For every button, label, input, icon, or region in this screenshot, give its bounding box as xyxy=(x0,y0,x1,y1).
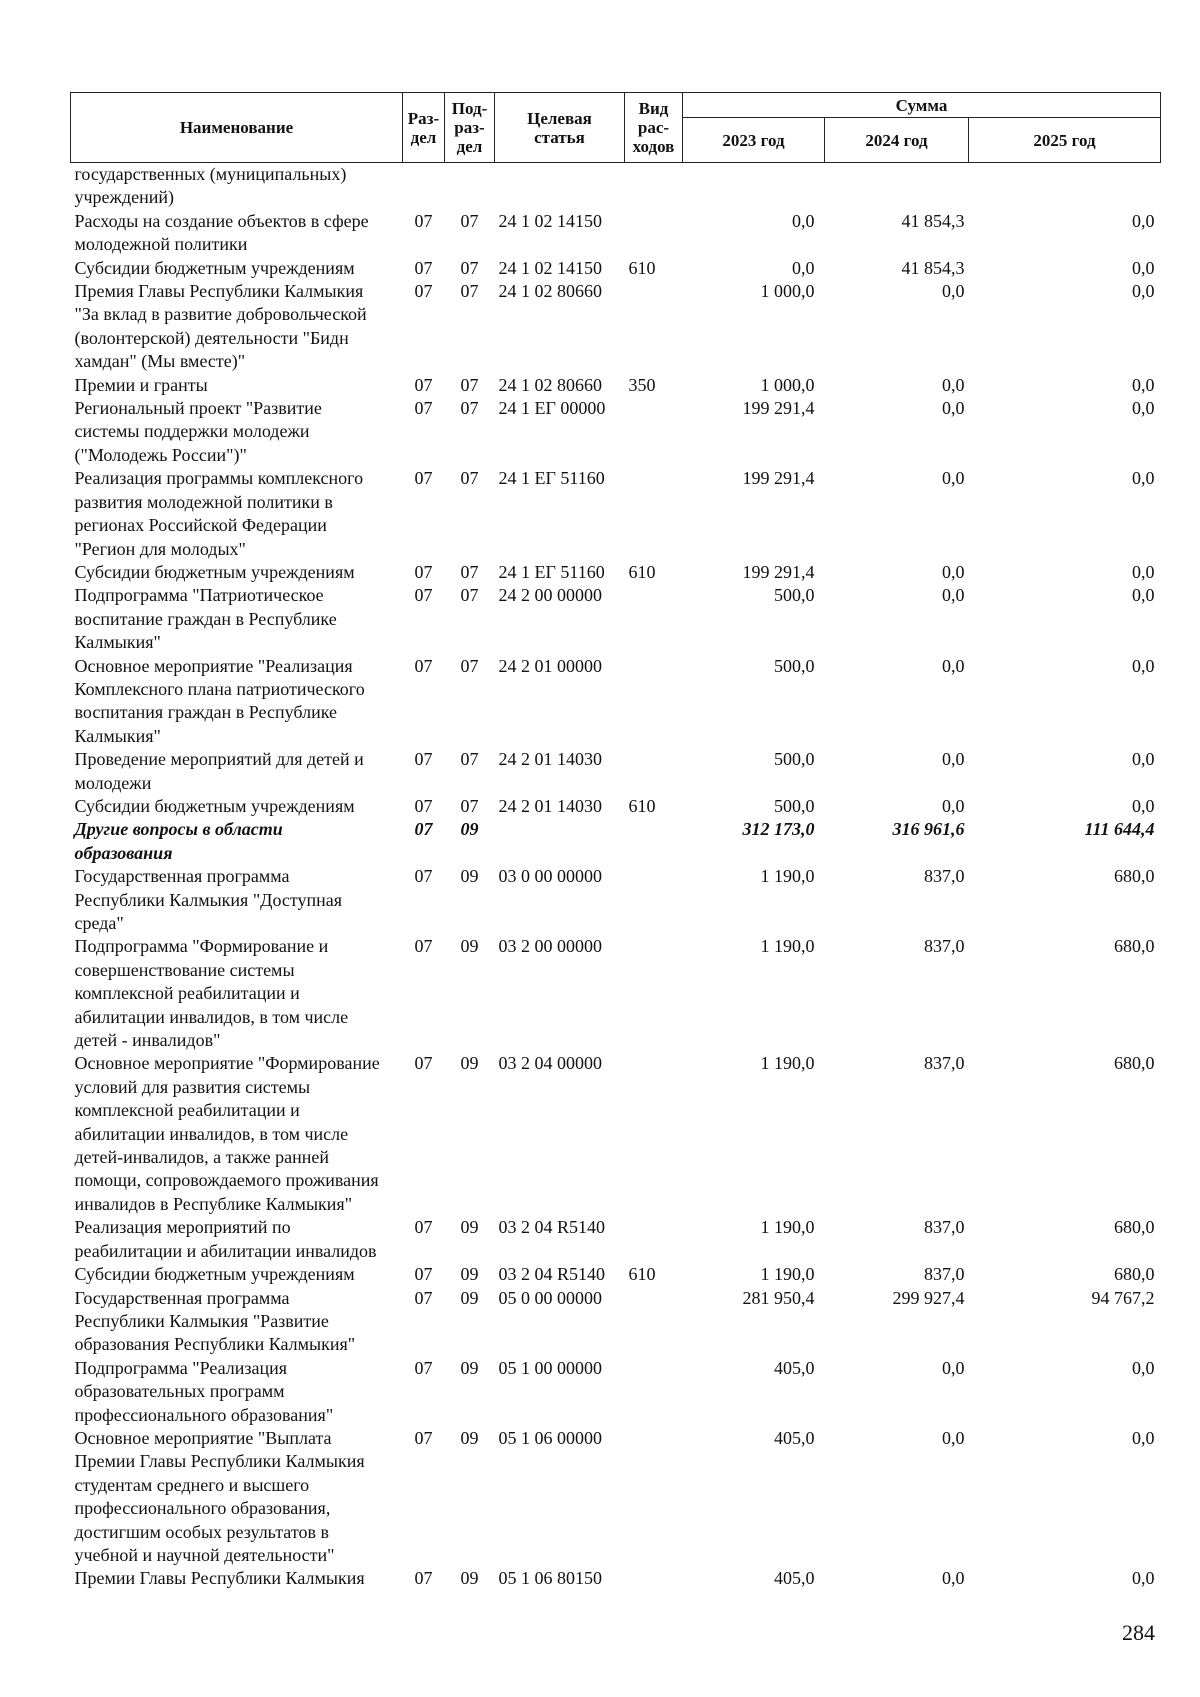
row-sum-2024: 837,0 xyxy=(924,936,965,957)
row-sum-2024: 837,0 xyxy=(924,866,965,887)
row-sum-2023: 1 190,0 xyxy=(760,866,815,887)
row-target-article: 05 0 00 00000 xyxy=(498,1287,602,1308)
row-sum-2025: 0,0 xyxy=(1132,257,1155,278)
row-sum-2025: 0,0 xyxy=(1132,374,1155,395)
row-expense-type xyxy=(625,397,683,467)
row-name: Субсидии бюджетным учреждениям xyxy=(74,561,355,582)
row-sum-2023: 1 000,0 xyxy=(760,281,815,302)
table-row xyxy=(71,655,1161,749)
row-sum-2025: 0,0 xyxy=(1132,398,1155,419)
row-name: государственных (муниципальных) учреждений) xyxy=(74,164,347,208)
row-name: Реализация программы комплексного развития молодежной политики в регионах Российской Федерации "Регион для молодых" xyxy=(74,468,364,559)
table-row xyxy=(71,257,1161,280)
row-expense-type xyxy=(625,163,683,210)
row-podrazdel: 07 xyxy=(460,210,479,231)
row-name: Государственная программа Республики Калмыкия "Развитие образования Республики Калмыкия" xyxy=(74,1287,356,1355)
row-podrazdel: 09 xyxy=(460,1217,479,1238)
row-razdel: 07 xyxy=(414,1217,433,1238)
row-sum-2023: 500,0 xyxy=(774,795,815,816)
table-row xyxy=(71,374,1161,397)
row-razdel: 07 xyxy=(414,1357,433,1378)
table-row xyxy=(71,865,1161,935)
table-row xyxy=(71,561,1161,584)
row-sum-2025: 0,0 xyxy=(1132,749,1155,770)
budget-table xyxy=(70,92,1161,1591)
row-sum-2024: 0,0 xyxy=(942,795,965,816)
row-razdel: 07 xyxy=(414,210,433,231)
header-razdel: Раз- дел xyxy=(403,93,445,163)
row-name: Субсидии бюджетным учреждениям xyxy=(74,795,355,816)
row-expense-type: 610 xyxy=(628,795,656,816)
row-target-article: 03 2 04 R5140 xyxy=(498,1264,606,1285)
row-razdel: 07 xyxy=(414,468,433,489)
table-row xyxy=(71,935,1161,1052)
row-razdel: 07 xyxy=(414,655,433,676)
row-sum-2025: 94 767,2 xyxy=(1091,1287,1155,1308)
row-sum-2024 xyxy=(825,163,969,210)
row-name: Расходы на создание объектов в сфере молодежной политики xyxy=(74,210,369,255)
row-podrazdel: 07 xyxy=(460,795,479,816)
row-target-article: 24 1 ЕГ 51160 xyxy=(498,468,605,489)
row-razdel: 07 xyxy=(414,819,433,840)
row-razdel: 07 xyxy=(414,281,433,302)
row-sum-2023 xyxy=(683,163,825,210)
row-razdel: 07 xyxy=(414,1264,433,1285)
row-target-article: 24 2 01 00000 xyxy=(498,655,602,676)
table-row xyxy=(71,1263,1161,1286)
row-name: Основное мероприятие "Формирование условий для развития системы комплексной реабилитации и абилитации инвалидов, в том числе детей-инвалидов, а также ранней помощи, сопровождаемого проживания инвалидов в Республике Калмыкия" xyxy=(74,1053,380,1214)
row-expense-type xyxy=(625,865,683,935)
row-razdel: 07 xyxy=(414,1053,433,1074)
row-target-article: 24 1 02 14150 xyxy=(498,210,602,231)
row-sum-2025: 0,0 xyxy=(1132,468,1155,489)
row-target-article: 24 1 02 80660 xyxy=(498,281,602,302)
header-target-article: Целевая статья xyxy=(495,93,625,163)
row-sum-2024: 0,0 xyxy=(942,585,965,606)
row-podrazdel: 07 xyxy=(460,655,479,676)
table-row xyxy=(71,1567,1161,1590)
table-row xyxy=(71,1357,1161,1427)
row-razdel: 07 xyxy=(414,374,433,395)
row-expense-type xyxy=(625,1427,683,1567)
header-podrazdel: Под- раз- дел xyxy=(445,93,495,163)
row-podrazdel: 07 xyxy=(460,281,479,302)
row-expense-type xyxy=(625,584,683,654)
header-expense-type: Вид рас- ходов xyxy=(625,93,683,163)
row-razdel: 07 xyxy=(414,795,433,816)
row-podrazdel: 07 xyxy=(460,585,479,606)
row-sum-2024: 0,0 xyxy=(942,749,965,770)
table-row xyxy=(71,280,1161,374)
row-sum-2025: 0,0 xyxy=(1132,795,1155,816)
table-row xyxy=(71,584,1161,654)
row-expense-type xyxy=(625,1216,683,1263)
row-sum-2023: 1 190,0 xyxy=(760,1217,815,1238)
row-target-article: 24 2 00 00000 xyxy=(498,585,602,606)
row-podrazdel: 09 xyxy=(460,1287,479,1308)
row-podrazdel: 09 xyxy=(460,1568,479,1589)
row-name: Основное мероприятие "Реализация Комплексного плана патриотического воспитания граждан в Республике Калмыкия" xyxy=(74,655,365,746)
row-sum-2025: 680,0 xyxy=(1114,866,1155,887)
header-year-2023: 2023 год xyxy=(683,118,825,163)
row-sum-2023: 1 190,0 xyxy=(760,936,815,957)
row-podrazdel xyxy=(445,163,495,210)
row-sum-2024: 0,0 xyxy=(942,374,965,395)
row-target-article: 03 2 00 00000 xyxy=(498,936,602,957)
row-expense-type xyxy=(625,935,683,1052)
row-sum-2025: 111 644,4 xyxy=(1084,819,1155,840)
row-target-article: 03 2 04 R5140 xyxy=(498,1217,606,1238)
row-name: Премия Главы Республики Калмыкия "За вклад в развитие добровольческой (волонтерской) деятельности "Бидн хамдан" (Мы вместе)" xyxy=(74,281,367,372)
row-sum-2024: 837,0 xyxy=(924,1053,965,1074)
row-expense-type: 350 xyxy=(628,374,656,395)
row-expense-type xyxy=(625,467,683,561)
row-sum-2023: 312 173,0 xyxy=(742,819,815,840)
header-year-2024: 2024 год xyxy=(825,118,969,163)
table-header xyxy=(71,93,1161,163)
row-name: Реализация мероприятий по реабилитации и абилитации инвалидов xyxy=(74,1217,377,1261)
row-sum-2025: 680,0 xyxy=(1114,936,1155,957)
row-sum-2024: 0,0 xyxy=(942,561,965,582)
row-target-article: 24 1 02 14150 xyxy=(498,257,602,278)
row-razdel xyxy=(403,163,445,210)
row-podrazdel: 07 xyxy=(460,257,479,278)
row-sum-2024: 0,0 xyxy=(942,281,965,302)
row-expense-type xyxy=(625,818,683,865)
table-body xyxy=(71,163,1161,1591)
table-row xyxy=(71,795,1161,818)
row-sum-2025: 0,0 xyxy=(1132,281,1155,302)
header-sum: Сумма xyxy=(683,93,1161,118)
row-podrazdel: 07 xyxy=(460,398,479,419)
row-sum-2023: 1 190,0 xyxy=(760,1053,815,1074)
row-sum-2024: 299 927,4 xyxy=(892,1287,965,1308)
row-podrazdel: 09 xyxy=(460,1427,479,1448)
row-sum-2025: 680,0 xyxy=(1114,1264,1155,1285)
row-name: Государственная программа Республики Калмыкия "Доступная среда" xyxy=(74,866,343,933)
row-sum-2025 xyxy=(969,163,1161,210)
row-sum-2025: 680,0 xyxy=(1114,1053,1155,1074)
row-sum-2023: 0,0 xyxy=(792,257,815,278)
header-name: Наименование xyxy=(71,93,403,163)
row-sum-2025: 0,0 xyxy=(1132,210,1155,231)
row-sum-2025: 0,0 xyxy=(1132,561,1155,582)
row-razdel: 07 xyxy=(414,749,433,770)
row-podrazdel: 07 xyxy=(460,468,479,489)
table-row xyxy=(71,818,1161,865)
row-sum-2024: 0,0 xyxy=(942,468,965,489)
row-expense-type xyxy=(625,1567,683,1590)
row-name: Подпрограмма "Формирование и совершенствование системы комплексной реабилитации и абилитации инвалидов, в том числе детей - инвалидов" xyxy=(74,936,349,1051)
row-sum-2024: 0,0 xyxy=(942,1357,965,1378)
row-sum-2024: 0,0 xyxy=(942,1427,965,1448)
row-sum-2025: 0,0 xyxy=(1132,1568,1155,1589)
row-razdel: 07 xyxy=(414,866,433,887)
row-sum-2023: 500,0 xyxy=(774,655,815,676)
row-sum-2025: 0,0 xyxy=(1132,655,1155,676)
row-razdel: 07 xyxy=(414,936,433,957)
row-target-article: 05 1 00 00000 xyxy=(498,1357,602,1378)
row-sum-2024: 0,0 xyxy=(942,655,965,676)
row-target-article: 05 1 06 00000 xyxy=(498,1427,602,1448)
row-podrazdel: 07 xyxy=(460,749,479,770)
row-name: Субсидии бюджетным учреждениям xyxy=(74,257,355,278)
row-razdel: 07 xyxy=(414,1568,433,1589)
table-row xyxy=(71,748,1161,795)
row-name: Подпрограмма "Патриотическое воспитание граждан в Республике Калмыкия" xyxy=(74,585,337,653)
row-target-article xyxy=(495,818,625,865)
row-razdel: 07 xyxy=(414,1427,433,1448)
row-podrazdel: 09 xyxy=(460,1357,479,1378)
row-podrazdel: 09 xyxy=(460,866,479,887)
row-sum-2024: 837,0 xyxy=(924,1217,965,1238)
row-sum-2024: 837,0 xyxy=(924,1264,965,1285)
row-sum-2024: 0,0 xyxy=(942,1568,965,1589)
row-sum-2025: 0,0 xyxy=(1132,1427,1155,1448)
table-row xyxy=(71,1427,1161,1567)
row-sum-2023: 199 291,4 xyxy=(742,561,815,582)
row-sum-2024: 0,0 xyxy=(942,398,965,419)
row-sum-2025: 680,0 xyxy=(1114,1217,1155,1238)
row-sum-2023: 405,0 xyxy=(774,1427,815,1448)
row-name: Проведение мероприятий для детей и молодежи xyxy=(74,749,364,793)
row-target-article: 05 1 06 80150 xyxy=(498,1568,602,1589)
table-row xyxy=(71,210,1161,257)
row-sum-2023: 199 291,4 xyxy=(742,398,815,419)
row-target-article: 03 2 04 00000 xyxy=(498,1053,602,1074)
row-sum-2023: 405,0 xyxy=(774,1568,815,1589)
row-sum-2023: 1 000,0 xyxy=(760,374,815,395)
row-razdel: 07 xyxy=(414,398,433,419)
row-target-article: 24 2 01 14030 xyxy=(498,795,602,816)
row-sum-2025: 0,0 xyxy=(1132,585,1155,606)
row-sum-2023: 500,0 xyxy=(774,749,815,770)
row-target-article: 24 1 ЕГ 00000 xyxy=(498,398,606,419)
row-sum-2023: 405,0 xyxy=(774,1357,815,1378)
table-row xyxy=(71,467,1161,561)
row-podrazdel: 09 xyxy=(460,1264,479,1285)
row-target-article: 24 1 ЕГ 51160 xyxy=(498,561,605,582)
row-podrazdel: 07 xyxy=(460,374,479,395)
row-target-article: 24 2 01 14030 xyxy=(498,749,602,770)
row-name: Подпрограмма "Реализация образовательных программ профессионального образования" xyxy=(74,1357,334,1425)
row-name: Субсидии бюджетным учреждениям xyxy=(74,1264,355,1285)
row-target-article: 24 1 02 80660 xyxy=(498,374,602,395)
row-razdel: 07 xyxy=(414,1287,433,1308)
row-target-article xyxy=(495,163,625,210)
row-sum-2023: 500,0 xyxy=(774,585,815,606)
row-name: Премии и гранты xyxy=(74,374,208,395)
row-podrazdel: 09 xyxy=(460,936,479,957)
budget-sheet xyxy=(70,92,1160,1591)
row-name: Другие вопросы в области образования xyxy=(74,819,283,863)
row-expense-type xyxy=(625,748,683,795)
header-year-2025: 2025 год xyxy=(969,118,1161,163)
row-razdel: 07 xyxy=(414,257,433,278)
row-sum-2024: 41 854,3 xyxy=(901,210,965,231)
table-row xyxy=(71,1287,1161,1357)
row-sum-2023: 281 950,4 xyxy=(742,1287,815,1308)
row-razdel: 07 xyxy=(414,585,433,606)
row-podrazdel: 09 xyxy=(460,819,479,840)
row-expense-type: 610 xyxy=(628,257,656,278)
table-row xyxy=(71,1052,1161,1216)
row-sum-2023: 1 190,0 xyxy=(760,1264,815,1285)
row-podrazdel: 09 xyxy=(460,1053,479,1074)
row-sum-2024: 41 854,3 xyxy=(901,257,965,278)
table-row xyxy=(71,1216,1161,1263)
table-row xyxy=(71,397,1161,467)
row-name: Региональный проект "Развитие системы поддержки молодежи ("Молодежь России")" xyxy=(74,398,322,465)
table-row xyxy=(71,163,1161,210)
page-number: 284 xyxy=(1122,1620,1155,1645)
row-sum-2025: 0,0 xyxy=(1132,1357,1155,1378)
row-expense-type: 610 xyxy=(628,1264,656,1285)
row-expense-type xyxy=(625,210,683,257)
row-expense-type xyxy=(625,1052,683,1216)
row-sum-2023: 0,0 xyxy=(792,210,815,231)
row-expense-type: 610 xyxy=(628,561,656,582)
row-expense-type xyxy=(625,1357,683,1427)
row-podrazdel: 07 xyxy=(460,561,479,582)
row-expense-type xyxy=(625,1287,683,1357)
row-sum-2023: 199 291,4 xyxy=(742,468,815,489)
row-name: Премии Главы Республики Калмыкия xyxy=(74,1568,365,1589)
row-target-article: 03 0 00 00000 xyxy=(498,866,602,887)
row-name: Основное мероприятие "Выплата Премии Главы Республики Калмыкия студентам среднего и высшего профессионального образования, достигшим особых результатов в учебной и научной деятельности" xyxy=(74,1427,365,1565)
row-expense-type xyxy=(625,655,683,749)
row-expense-type xyxy=(625,280,683,374)
row-razdel: 07 xyxy=(414,561,433,582)
row-sum-2024: 316 961,6 xyxy=(892,819,965,840)
